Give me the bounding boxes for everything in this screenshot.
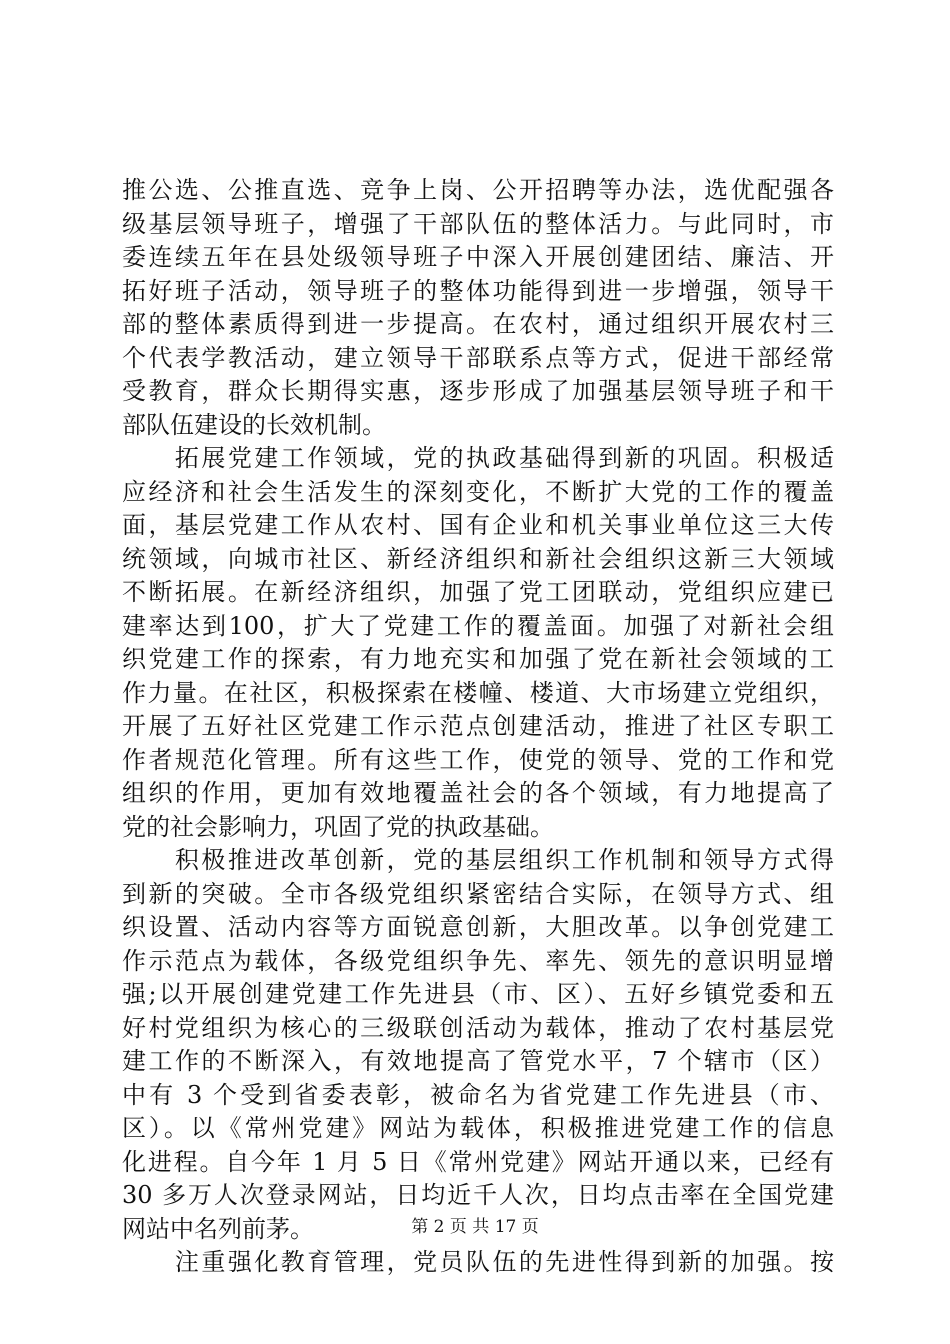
text-line: 织设置、活动内容等方面锐意创新，大胆改革。以争创党建工 [122,913,834,941]
text-line: 强;以开展创建党建工作先进县（市、区）、五好乡镇党委和五 [122,980,834,1008]
text-line: 级基层领导班子，增强了干部队伍的整体活力。与此同时，市 [122,209,834,238]
text-line: 面，基层党建工作从农村、国有企业和机关事业单位这三大传 [122,511,834,539]
body-text [122,174,834,1280]
text-line: 中有 3 个受到省委表彰，被命名为省党建工作先进县（市、 [122,1080,834,1109]
text-line: 拓好班子活动，领导班子的整体功能得到进一步增强，领导干 [122,276,834,305]
text-line: 党的社会影响力，巩固了党的执政基础。 [122,812,554,841]
text-line: 推公选、公推直选、竞争上岗、公开招聘等办法，选优配强各 [122,176,834,204]
text-line: 到新的突破。全市各级党组织紧密结合实际，在领导方式、组 [122,879,834,908]
text-line: 注重强化教育管理，党员队伍的先进性得到新的加强。按 [122,1248,834,1276]
text-line: 建工作的不断深入，有效地提高了管党水平，7 个辖市（区） [122,1047,834,1075]
text-line: 应经济和社会生活发生的深刻变化，不断扩大党的工作的覆盖 [122,477,834,506]
text-line: 部的整体素质得到进一步提高。在农村，通过组织开展农村三 [122,310,834,338]
text-line: 织党建工作的探索，有力地充实和加强了党在新社会领域的工 [122,645,834,673]
text-line: 拓展党建工作领域，党的执政基础得到新的巩固。积极适 [122,444,834,472]
text-line: 开展了五好社区党建工作示范点创建活动，推进了社区专职工 [122,712,834,740]
text-line: 受教育，群众长期得实惠，逐步形成了加强基层领导班子和干 [122,377,834,405]
text-line: 网站中名列前茅。 [122,1214,314,1243]
page-footer: 第 2 页 共 17 页 [411,1217,539,1237]
text-line: 30 多万人次登录网站，日均近千人次，日均点击率在全国党建 [122,1181,834,1209]
text-line: 不断拓展。在新经济组织，加强了党工团联动，党组织应建已 [122,578,834,606]
text-line: 区）。以《常州党建》网站为载体，积极推进党建工作的信息 [122,1114,834,1142]
text-line: 化进程。自今年 1 月 5 日《常州党建》网站开通以来，已经有 [122,1147,834,1176]
text-line: 作力量。在社区，积极探索在楼幢、楼道、大市场建立党组织， [122,678,834,707]
text-line: 好村党组织为核心的三级联创活动为载体，推动了农村基层党 [122,1013,834,1042]
text-line: 委连续五年在县处级领导班子中深入开展创建团结、廉洁、开 [122,243,834,271]
text-line: 积极推进改革创新，党的基层组织工作机制和领导方式得 [122,846,834,874]
text-line: 作者规范化管理。所有这些工作，使党的领导、党的工作和党 [122,745,834,774]
text-line: 统领域，向城市社区、新经济组织和新社会组织这新三大领域 [122,544,834,573]
text-line: 部队伍建设的长效机制。 [122,410,386,439]
text-line: 作示范点为载体，各级党组织争先、率先、领先的意识明显增 [122,946,834,975]
text-line: 建率达到100，扩大了党建工作的覆盖面。加强了对新社会组 [122,611,834,640]
text-line: 个代表学教活动，建立领导干部联系点等方式，促进干部经常 [122,343,834,372]
text-line: 组织的作用，更加有效地覆盖社会的各个领域，有力地提高了 [122,779,834,807]
